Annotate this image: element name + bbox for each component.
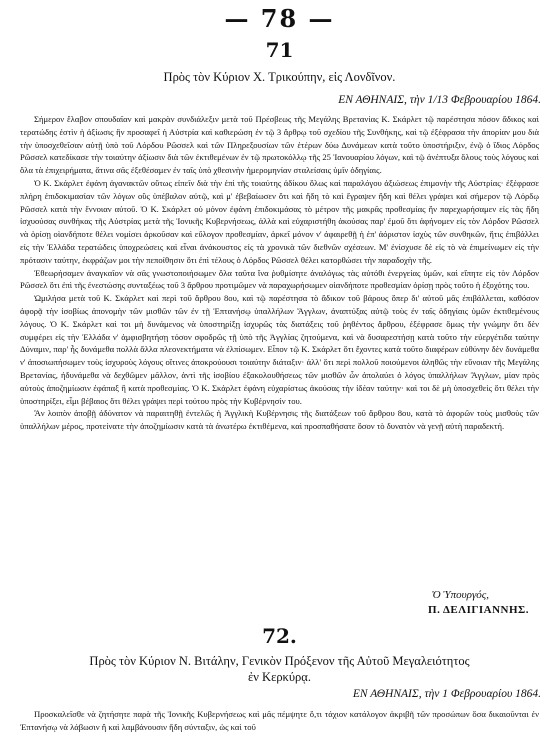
letter-72-recipient-line1: Πρὸς τὸν Κύριον Ν. Βιτάλην, Γενικὸν Πρόξενον τῆς Αὐτοῦ Μεγαλειότητος — [89, 654, 470, 668]
letter-71-paragraph: Ἐθεωρήσαμεν ἀναγκαῖον νὰ σᾶς γνωστοποιήσωμεν ὅλα ταῦτα ἵνα ῥυθμίσητε ἀναλόγως τὰς αὐτόθι ἐνεργείας ὑμῶν, καὶ εἴπητε εἰς τὸν Λόρδον Ρῶσσελ ὅτι ἐπὶ τῆς ἐνεστώσης συνταξέως τοῦ 3 ἄρθρου προτιμῶμεν νὰ παραχωρήσωμεν οἱανδήποτε προθεσμίαν ὁρίσῃ πρὸς τοῦτο ἡ ἐξοχότης του. — [20, 267, 539, 291]
letter-71-paragraph: Ὁ Κ. Σκάρλετ ἐφάνη ἀγανακτῶν οὕτως εἰπεῖν διὰ τὴν ἐπὶ τῆς τοιαύτης ἀδίκου ὅλως καὶ παραλόγου ἀξιώσεως ἐπιμονὴν τῆς Αὐστρίας· ἐξέφρασε πλήρη ἐπιδοκιμασίαν τῶν λόγων οὓς ὑπέβαλον αὐτῷ, καὶ μ' ἐβεβαίωσεν ὅτι καὶ ἤδη τὸ καὶ ἔγραψεν ἤδη καὶ θέλει γράψει καὶ σήμερον τῷ Λόρδῳ Ρῶσσελ κατὰ τὴν ἔννοιαν αὐτοῦ. Ὁ Κ. Σκάρλετ οὐ μόνον ἐφάνη ἐπιδοκιμάσας τὸ μέτρον τῆς μακρᾶς προθεσμίας ἣν παρεχωρήσαμεν εἰς τὰς ἤδη ἰσχυούσας συνθήκας τῆς Αὐστρίας μετὰ τῆς Ἰονικῆς Κυβερνήσεως, ἀλλὰ καὶ εὐχαριστήθη ἀκούσας παρ' ἐμοῦ ὅτι ἀφήνομεν εἰς τὸν Λόρδον Ρῶσσελ νὰ ὁρίσῃ οἱανδήποτε θέλει νομίσει ἀρκοῦσαν καὶ εὔλογον προθεσμίαν, ἀρκεῖ μόνον ν' ἀφαιρεθῇ ἡ ἐπ' ἀόριστον ἰσχὺς τῶν συνθηκῶν, ἥτις ἐπιβάλλει εἰς τὴν Ἑλλάδα τερατώδεις ὑποχρεώσεις καὶ εἶναι ἀνάκουστος εἰς τὰ χρονικὰ τῶν διεθνῶν σχέσεων. Μ' ἐνίσχυσε δὲ εἰς τὸ νὰ ἐπιμείνωμεν εἰς τὴν πρότασιν ταύτην, ἐκφράζων μοι τὴν πεποίθησιν ὅτι ἐπὶ τέλους ὁ Λόρδος Ρῶσσελ θέλει κατορθώσει τὴν παραδοχὴν τῆς. — [20, 177, 539, 265]
signature-role: Ὁ Ὑπουργός, — [431, 589, 489, 601]
letter-71-paragraph: Σήμερον ἔλαβον σπουδαῖαν καὶ μακρὰν συνδιάλεξιν μετὰ τοῦ Πρέσβεως τῆς Μεγάλης Βρετανίας Κ. Σκάρλετ τῷ παρέστησα πόσον ἄδικος καὶ τερατώδης ἐστὶν ἡ ἀξίωσις ἣν προσαφεῖ ἡ Αὐστρία καὶ καθιερώση ἐν τῷ 3 ἄρθρῳ τοῦ σχεδίου τῆς Συνθήκης, καὶ τῷ ἐξέφρασα τὴν ἀπορίαν μου διὰ τὴν ὑποσχεθεῖσαν αὐτῇ ὑπὸ τοῦ Λόρδου Ρῶσσελ καὶ τῶν Πληρεξουσίων τῶν ἑτέρων δύω Δυνάμεων κατὰ τοῦτο ὑποστήριξιν, ἐνῷ ὁ ἴδιος Λόρδος Ρῶσσελ κατεδίκασε τὴν τοιαύτην ἀξίωσιν διὰ τῶν ἐκτιθεμένων ἐν τῷ πρωτοκόλλῳ τῆς 25 Ἰανουαρίου λόγων, καὶ τῷ ἀνέπτυξα ὅλους τοὺς λόγους καὶ ὅλα τὰ ἐπιχειρήματα, ἅτινα σᾶς ἐξεθέσαμεν ἐν ταῖς ὑπὸ χθεσινὴν ἡμερομηνίαν σταλείσαις ὑμῖν ὁδηγίαις. — [20, 114, 539, 176]
page-number: — 78 — — [224, 4, 335, 33]
letter-72-paragraph: Προσκαλεῖσθε νὰ ζητήσητε παρὰ τῆς Ἰονικῆς Κυβερνήσεως καὶ μᾶς πέμψητε ὅ,τι τάχιον κατάλογον ἀκριβῆ τῶν προσώπων ὅσα δικαιοῦνται ἐν Ἑπτανήσῳ νὰ λάβωσιν ἢ καὶ λαμβάνουσιν ἤδη σύνταξιν, ὡς καὶ τοῦ — [20, 709, 539, 732]
signature-name: Π. ΔΕΛΙΓΙΑΝΝΗΣ. — [428, 604, 529, 616]
letter-71-paragraph: Ἂν λοιπὸν ἀποβῇ ἀδύνατον νὰ παραιτηθῇ ἐντελῶς ἡ Ἀγγλικὴ Κυβέρνησις τῆς διατάξεων τοῦ ἄρθρου 8ου, κατὰ τὸ ἀφορῶν τοὺς μισθοὺς τῶν ὑπαλλήλων μέρος, προτείνατε τὴν ἀποζημίωσιν κατὰ τὰ ἀνωτέρω ἐκτιθέμενα, καὶ προσπαθήσατε ὅσον τὸ δυνατὸν νὰ γενῇ αὐτὴ παραδεκτή. — [20, 408, 539, 432]
letter-71-paragraph: Ὡμιλήσα μετὰ τοῦ Κ. Σκάρλετ καὶ περὶ τοῦ ἄρθρου 8ου, καὶ τῷ παρέστησα τὸ ἄδικον τοῦ βάρους ὅπερ δι' αὐτοῦ μᾶς ἐπιβάλλεται, καθόσον ἀφορᾷ τὴν ἰσοβίως ἀπονομὴν τῶν μισθῶν τῶν ἐν τῇ Ἑπτανήσῳ ὑπαλλήλων Ἄγγλων, ἀναπτύξας αὐτῷ τοὺς ἐν ταῖς ὁδηγίαις ὑμῶν ἐκτιθεμένους λόγους. Ὁ Κ. Σκάρλετ καὶ τοι μὴ δυνάμενος νὰ ὑποστηρίξῃ ἰσχυρῶς τὰς διατάξεις τοῦ ῥηθέντος ἄρθρου, ἐξέφρασε ὅμως τὴν γνώμην ὅτι δὲν συμφέρει εἰς τὴν Ἑλλάδα ν' ἀμφισβητήσῃ τόσον σφοδρῶς τῇ ὑπὸ τῆς Ἀγγλίας ζητούμενα, καὶ νὰ δυσαρεστήσῃ κατὰ τοῦτο τὴν εὐεργέτιδα ταύτην Δύναμιν, παρ' ἧς δυνάμεθα πολλὰ ἄλλα πλεονεκτήματα νὰ ἐλπίσωμεν. Εἶπον τῷ Κ. Σκάρλετ ὅτι ἔχοντες κατὰ τοῦτο διαφέρων εὐθύνην δὲν δυνάμεθα ν' ἀποσιωπήσωμεν τοὺς ἰσχυροὺς λόγους οἵτινες ἀποκρούουσι τοιαύτην διάταξιν· ἀλλ' ὅτι περὶ πολλοῦ ποιούμενοι ἀληθῶς τὴν εὔνοιαν τῆς Μεγάλης Βρετανίας, ἠδυνάμεθα νὰ δεχθῶμεν μᾶλλον, ἀντὶ τῆς ἰσοβίου ἐξακολουθήσεως τῶν μισθῶν ὧν ἀπολαύει ὁ λόγος ὑπαλλήλων Ἄγγλων, μίαν πρὸς αὐτοὺς ἀποζημίωσιν ἐφάπαξ ἢ κατὰ προθεσμίας. Ὁ Κ. Σκάρλετ ἐφάνη εὐχαρίστως ἀκούσας τὴν ἰδέαν ταύτην· καὶ τοι δὲ μὴ ὑποσχεθεὶς ὅτι θέλει τὴν ὑποστηρίξει, εἶμι βέβαιος ὅτι θέλει γράψει περὶ τούτου πρὸς τὴν Κυβέρνησίν του. — [20, 293, 539, 406]
letter-72-number: 72. — [262, 624, 297, 648]
letter-72-recipient-line2: ἐν Κερκύρᾳ. — [248, 670, 311, 684]
letter-71-recipient: Πρὸς τὸν Κύριον Χ. Τρικούπην, εἰς Λονδῖνον. — [163, 70, 396, 84]
letter-72-date: ΕΝ ΑΘΗΝΑΙΣ, τὴν 1 Φεβρουαρίου 1864. — [352, 688, 541, 700]
letter-71-date: ΕΝ ΑΘΗΝΑΙΣ, τὴν 1/13 Φεβρουαρίου 1864. — [338, 94, 541, 106]
letter-71-signature — [428, 589, 529, 616]
letter-72-body — [20, 708, 539, 734]
letter-71-number: 71 — [265, 38, 294, 62]
letter-71-body — [20, 113, 539, 433]
